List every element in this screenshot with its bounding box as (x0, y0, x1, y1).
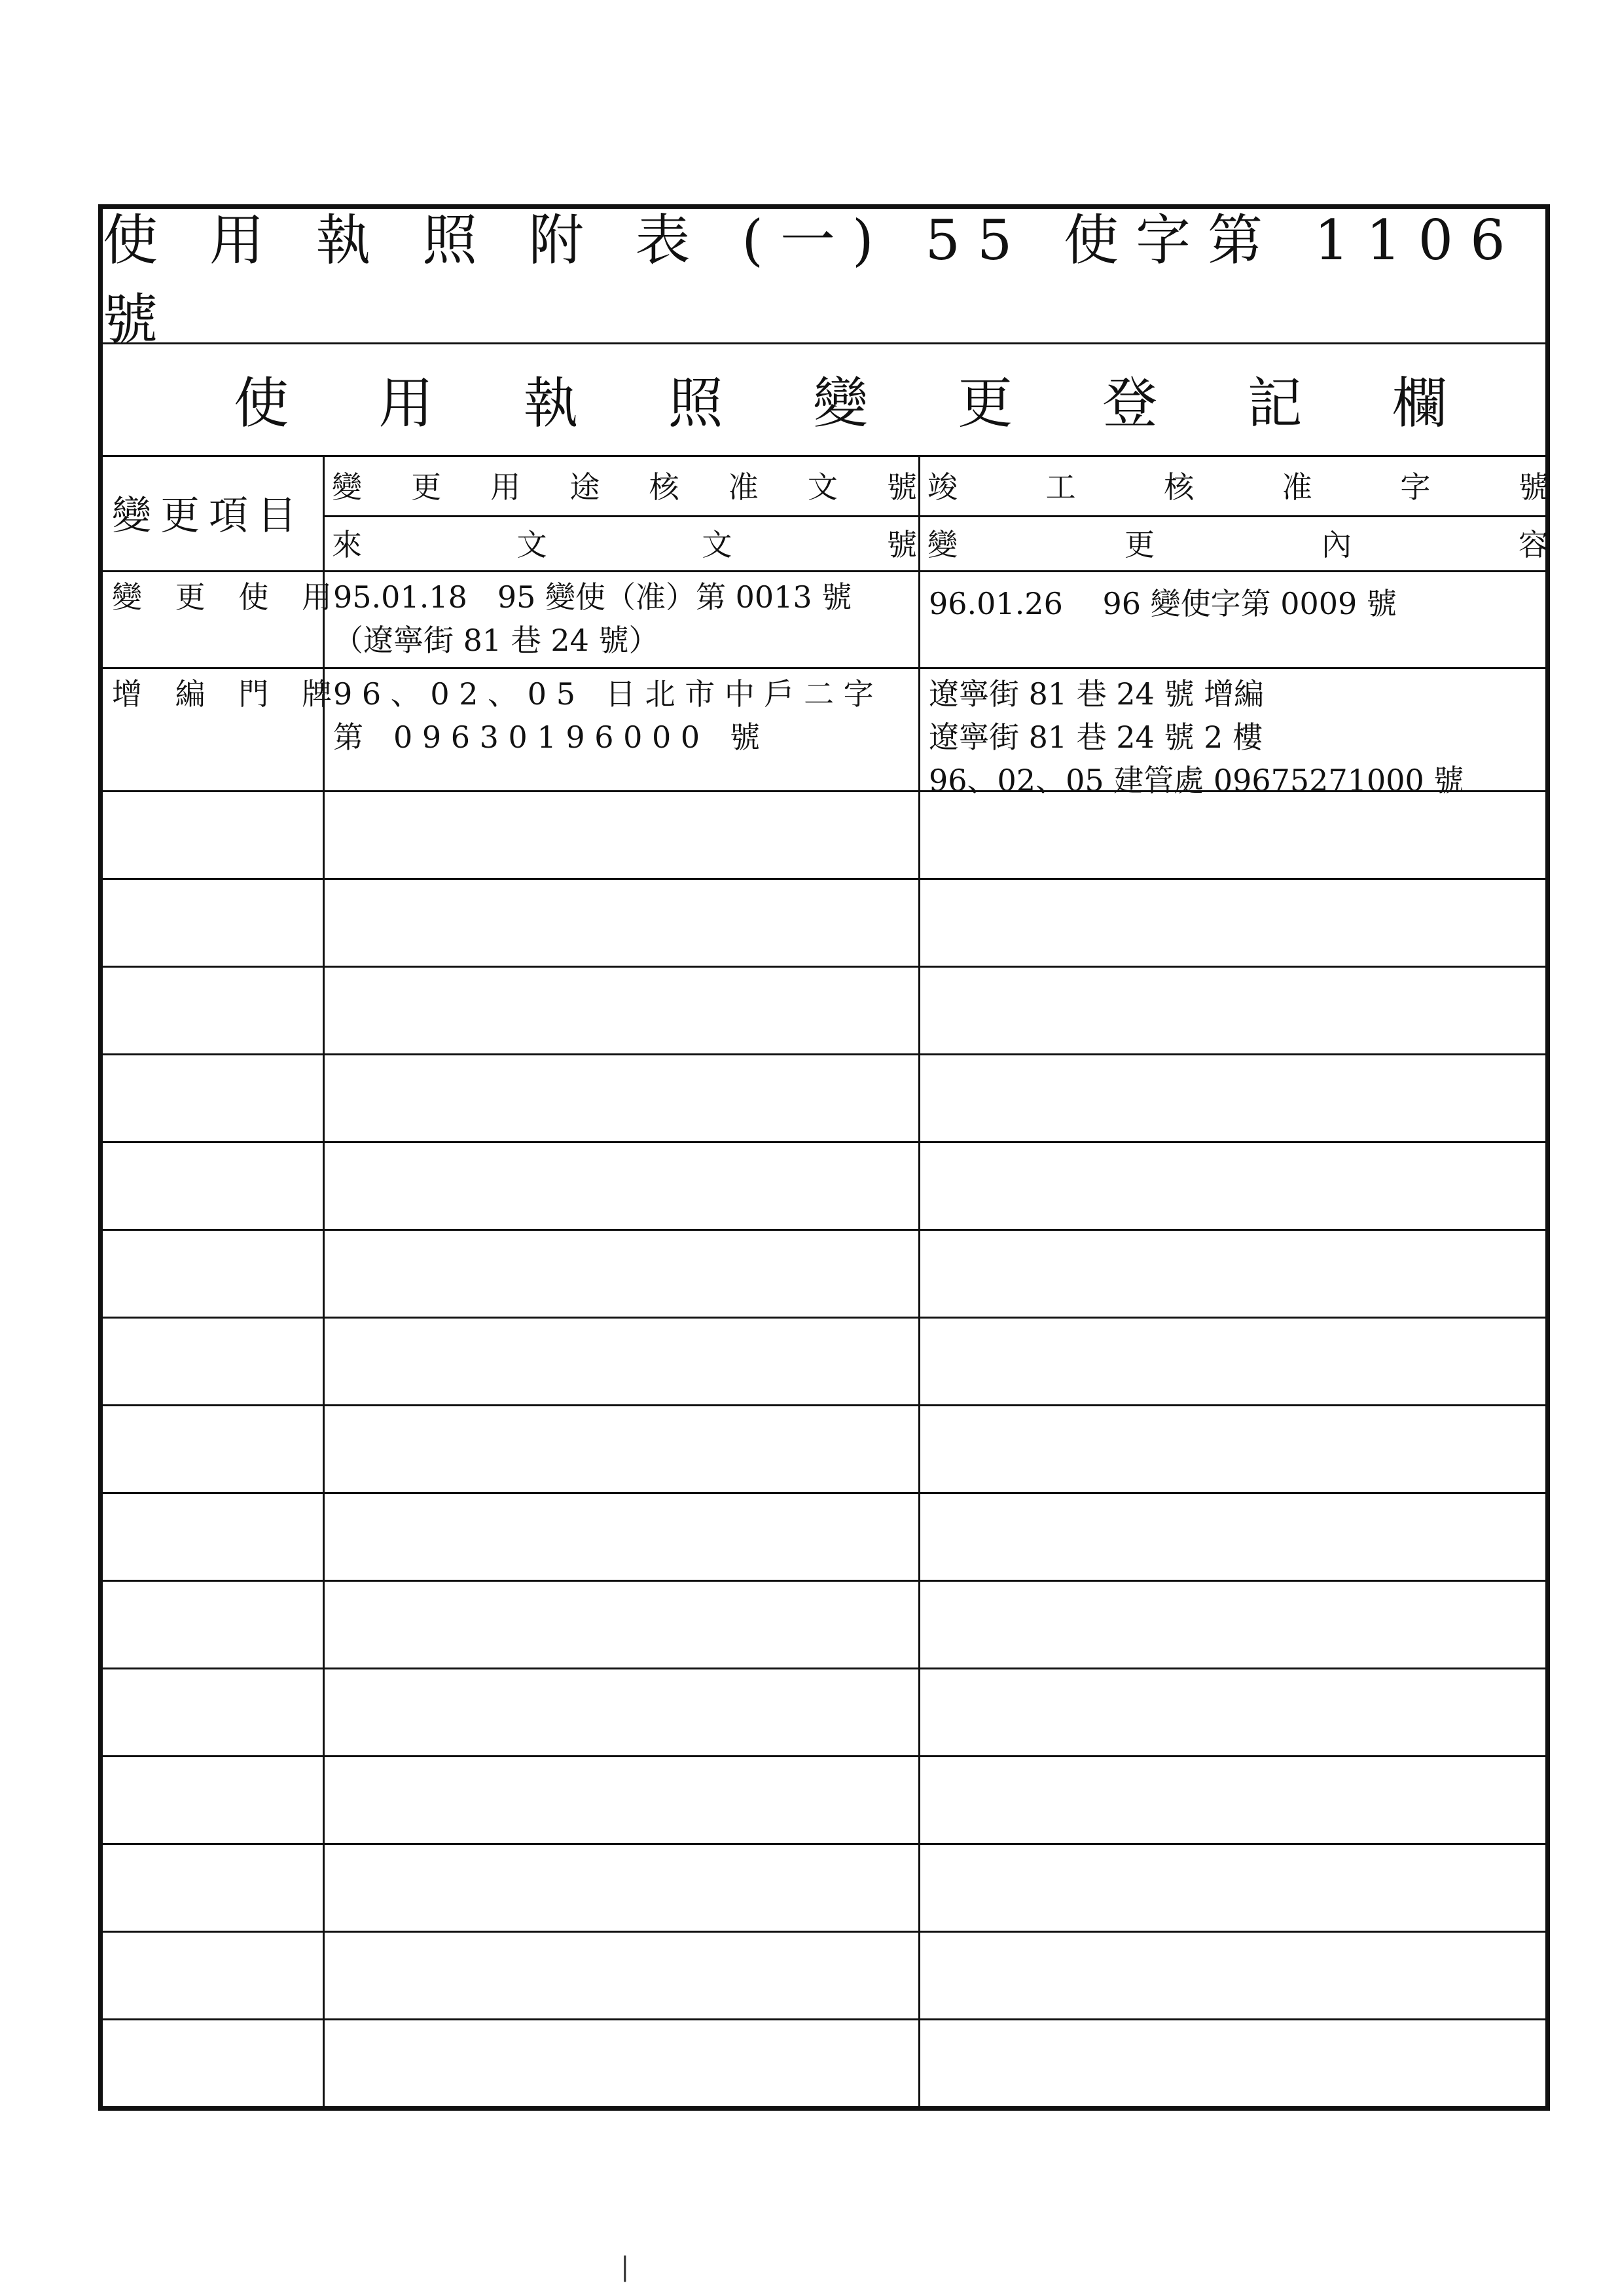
empty-row-line (103, 1141, 1545, 1143)
row-item-change-use-char: 變 (112, 579, 142, 615)
header-bottom-line (103, 570, 1545, 572)
header-change-content-char: 變 (927, 527, 958, 562)
row-1-col3-line-1: 96.01.26 96 變使字第 0009 號 (929, 586, 1397, 621)
row-1-col2 (333, 575, 852, 662)
section-title-char: 更 (958, 371, 1013, 435)
header-approval-doc-no-char: 變 (332, 469, 362, 505)
row-2-bottom-line (103, 790, 1545, 792)
section-title-char: 變 (812, 371, 868, 435)
row-item-add-house-number-char: 編 (175, 676, 206, 712)
header-change-item (103, 455, 323, 570)
row-2-col2 (333, 672, 914, 759)
header-completion-approval-no-char: 竣 (927, 469, 958, 505)
header-incoming-doc-no (323, 515, 918, 570)
form-title: 使 用 執 照 附 表 (一) 55 使字第 1106 號 (103, 208, 1522, 352)
row-item-add-house-number (103, 672, 336, 716)
header-approval-doc-no (323, 455, 918, 515)
header-completion-approval-no-char: 字 (1400, 469, 1431, 505)
header-change-content-char: 容 (1519, 527, 1549, 562)
header-approval-doc-no-char: 准 (728, 469, 759, 505)
header-approval-doc-no-char: 更 (411, 469, 442, 505)
empty-row-line (103, 878, 1545, 880)
section-title-char: 登 (1102, 371, 1158, 435)
footer-mark: | (620, 2252, 630, 2282)
empty-row-line (103, 966, 1545, 968)
header-incoming-doc-no-char: 文 (516, 527, 547, 562)
empty-row-line (103, 1755, 1545, 1757)
header-approval-doc-no-char: 用 (490, 469, 521, 505)
header-incoming-doc-no-char: 來 (332, 527, 362, 562)
row-item-add-house-number-char: 增 (112, 676, 142, 712)
section-title-char: 用 (378, 371, 434, 435)
empty-row-line (103, 2018, 1545, 2020)
empty-row-line (103, 1053, 1545, 1055)
header-approval-doc-no-char: 文 (807, 469, 838, 505)
row-2-col3-line-2: 遼寧街 81 巷 24 號 2 樓 (929, 720, 1263, 755)
section-title-char: 記 (1247, 371, 1303, 435)
empty-row-line (103, 1317, 1545, 1319)
empty-row-line (103, 2106, 1545, 2108)
empty-row-line (103, 1580, 1545, 1582)
header-incoming-doc-no-char: 文 (702, 527, 732, 562)
header-completion-approval-no-char: 號 (1518, 469, 1549, 505)
section-title-char: 使 (234, 371, 289, 435)
row-2-col3 (929, 672, 1464, 802)
row-2-col2-line-2: 第 0 9 6 3 0 1 9 6 0 0 0 號 (333, 720, 761, 755)
row-2-col2-line-1: 9 6 、 0 2 、 0 5 日 北 市 中 戶 二 字 (333, 676, 874, 712)
row-2-col3-line-1: 遼寧街 81 巷 24 號 增編 (929, 676, 1265, 712)
header-approval-doc-no-char: 號 (886, 469, 917, 505)
header-completion-approval-no-char: 准 (1282, 469, 1312, 505)
column-divider-2 (918, 455, 920, 2106)
empty-row-line (103, 1492, 1545, 1494)
header-change-item-label: 變更項目 (112, 493, 306, 539)
subtitle-row (103, 342, 1545, 457)
change-registration-form (98, 204, 1550, 2111)
header-change-content (918, 515, 1550, 570)
header-change-content-char: 內 (1321, 527, 1352, 562)
header-mid-line (323, 515, 1545, 517)
empty-row-line (103, 1931, 1545, 1933)
row-2-col3-line-3: 96、02、05 建管處 09675271000 號 (929, 763, 1464, 798)
section-title (234, 342, 1447, 455)
row-1-col2-line-2: （遼寧街 81 巷 24 號） (333, 623, 659, 658)
row-item-add-house-number-char: 門 (238, 676, 269, 712)
empty-row-line (103, 1229, 1545, 1231)
empty-row-line (103, 1667, 1545, 1669)
row-item-change-use (103, 575, 336, 619)
header-approval-doc-no-char: 途 (569, 469, 600, 505)
row-1-bottom-line (103, 667, 1545, 669)
row-1-col2-line-1: 95.01.18 95 變使（准）第 0013 號 (333, 579, 852, 615)
section-title-char: 欄 (1392, 371, 1447, 435)
row-item-change-use-char: 更 (175, 579, 206, 615)
header-change-content-char: 更 (1124, 527, 1155, 562)
section-title-char: 執 (523, 371, 579, 435)
form-title-row (103, 208, 1545, 352)
row-item-change-use-char: 用 (301, 579, 332, 615)
header-approval-doc-no-char: 核 (649, 469, 679, 505)
section-title-char: 照 (668, 371, 723, 435)
empty-row-line (103, 1843, 1545, 1845)
header-completion-approval-no-char: 工 (1045, 469, 1076, 505)
empty-row-line (103, 1404, 1545, 1406)
row-item-add-house-number-char: 牌 (301, 676, 332, 712)
header-completion-approval-no (918, 455, 1550, 515)
header-completion-approval-no-char: 核 (1164, 469, 1195, 505)
header-incoming-doc-no-char: 號 (886, 527, 917, 562)
row-1-col3 (929, 582, 1397, 625)
row-item-change-use-char: 使 (238, 579, 269, 615)
